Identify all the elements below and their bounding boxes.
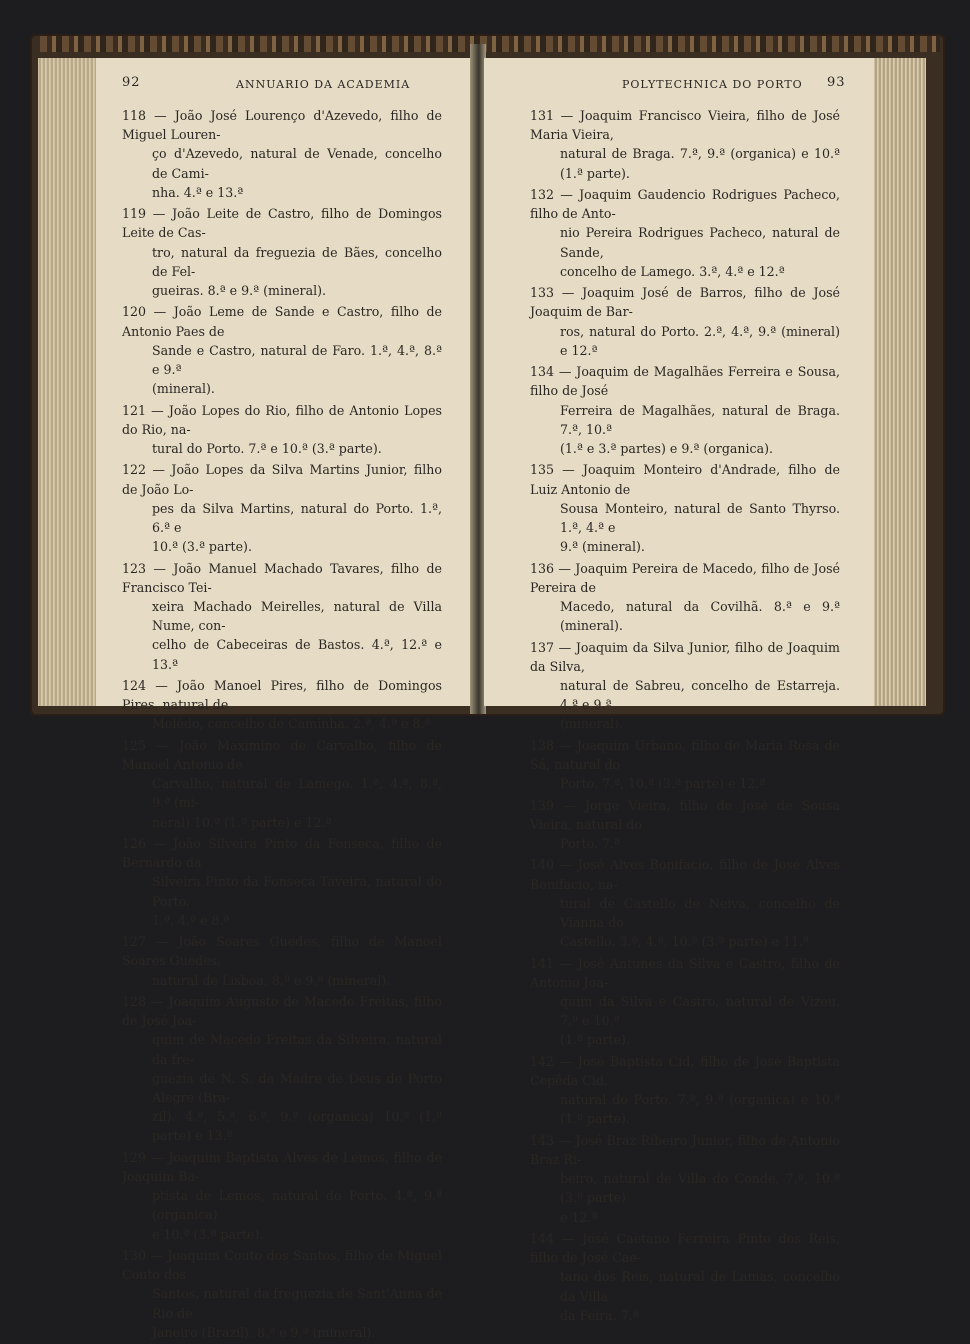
- list-item: [530, 855, 840, 951]
- page-number: 92: [122, 75, 141, 90]
- entry-line: natural do Porto. 7.ª, 9.ª (organica) e 10.ª (1.ª parte).: [560, 1092, 840, 1127]
- entry-line: 132 — Joaquim Gaudencio Rodrigues Pacheco, filho de Anto-: [530, 187, 840, 222]
- list-item: [122, 992, 442, 1146]
- entry-line: natural de Braga. 7.ª, 9.ª (organica) e 10.ª (1.ª parte).: [560, 146, 840, 181]
- entry-line: (mineral).: [560, 716, 623, 732]
- entry-line: beiro, natural de Villa do Conde, 7.ª, 10.ª (3.ª parte): [560, 1171, 840, 1206]
- entry-line: 118 — João José Lourenço d'Azevedo, filho de Miguel Louren-: [122, 108, 442, 143]
- entry-line: 119 — João Leite de Castro, filho de Domingos Leite de Cas-: [122, 206, 442, 241]
- entry-line: concelho de Lamego. 3.ª, 4.ª e 12.ª: [560, 263, 785, 279]
- page-number: 93: [827, 75, 846, 90]
- list-item: [122, 736, 442, 832]
- list-item: [122, 1246, 442, 1342]
- entry-line: Macedo, natural da Covilhã. 8.ª e 9.ª (mineral).: [560, 599, 840, 634]
- list-item: [530, 362, 840, 458]
- entry-list: [122, 106, 442, 1344]
- entry-line: da Feira. 7.ª: [560, 1307, 639, 1323]
- entry-line: quim da Silva e Castro, natural de Vizeu. 7.ª e 10.ª: [560, 994, 840, 1029]
- entry-line: (mineral).: [152, 381, 215, 397]
- entry-line: 140 — José Alves Bonifacio, filho de José Alves Bonifacio, na-: [530, 857, 840, 892]
- entry-list: [530, 106, 840, 1327]
- entry-line: xeira Machado Meirelles, natural de Villa Nume, con-: [152, 599, 442, 634]
- right-page: [484, 58, 874, 1323]
- entry-line: 135 — Joaquim Monteiro d'Andrade, filho de Luiz Antonio de: [530, 462, 840, 497]
- entry-line: 1.ª, 4.ª e 8.ª: [152, 912, 230, 928]
- list-item: [530, 736, 840, 794]
- entry-line: nio Pereira Rodrigues Pacheco, natural de Sande,: [560, 225, 840, 260]
- entry-line: 141 — José Antunes da Silva e Castro, filho de Antonio Joa-: [530, 955, 840, 990]
- entry-line: Silveira Pinto da Fonseca Taveira, natural do Porto.: [152, 874, 442, 909]
- entry-line: 142 — José Baptista Cid, filho de José Baptista Cepêda Cid,: [530, 1053, 840, 1089]
- entry-line: 124 — João Manoel Pires, filho de Domingos Pires, natural de: [122, 678, 442, 713]
- entry-line: e 12.ª: [560, 1209, 598, 1225]
- entry-line: Porto. 7.ª: [560, 836, 620, 852]
- entry-line: tural de Castello de Neiva, concelho de Vianna do: [560, 895, 840, 931]
- list-item: [530, 460, 840, 556]
- entry-line: neral) 10.ª (1.ª parte) e 12.ª: [152, 814, 332, 830]
- entry-line: Carvalho, natural de Lamego. 1.ª, 4.ª, 8.ª, 9.ª (mi-: [152, 776, 442, 811]
- running-header: ANNUARIO DA ACADEMIA: [236, 78, 411, 91]
- list-item: [530, 185, 840, 281]
- entry-line: 134 — Joaquim de Magalhães Ferreira e Sousa, filho de José: [530, 364, 840, 399]
- list-item: [530, 559, 840, 636]
- list-item: [530, 1052, 840, 1129]
- entry-line: 136 — Joaquim Pereira de Macedo, filho de José Pereira de: [530, 560, 840, 595]
- entry-line: 10.ª (3.ª parte).: [152, 539, 252, 555]
- marbled-edge: [40, 36, 940, 52]
- entry-line: Porto. 7.ª, 10.ª (3.ª parte) e 12.ª: [560, 776, 766, 792]
- entry-line: e 10.ª (3.ª parte).: [152, 1226, 264, 1242]
- list-item: [122, 676, 442, 734]
- entry-line: tano dos Reis, natural de Lamas, concelho da Villa: [560, 1269, 840, 1304]
- list-item: [122, 302, 442, 398]
- running-header: POLYTECHNICA DO PORTO: [622, 78, 803, 91]
- entry-line: 143 — José Braz Ribeiro Junior, filho de Antonio Braz Ri-: [530, 1132, 840, 1168]
- entry-line: tural do Porto. 7.ª e 10.ª (3.ª parte).: [152, 441, 382, 457]
- list-item: [530, 796, 840, 854]
- entry-line: 130 — Joaquim Couto dos Santos, filho de Miguel Couto dos: [122, 1248, 442, 1283]
- entry-line: 138 — Joaquim Urbano, filho de Maria Rosa de Sá, natural do: [530, 737, 840, 773]
- entry-line: 127 — João Soares Guedes, filho de Manoel Soares Guedes,: [122, 934, 442, 969]
- list-item: [122, 1148, 442, 1244]
- entry-line: gueiras. 8.ª e 9.ª (mineral).: [152, 283, 327, 299]
- entry-line: 122 — João Lopes da Silva Martins Junior, filho de João Lo-: [122, 462, 442, 497]
- list-item: [530, 954, 840, 1050]
- entry-line: 125 — João Maximino de Carvalho, filho de Manoel Antonio de: [122, 737, 442, 773]
- list-item: [122, 460, 442, 556]
- entry-line: 128 — Joaquim Augusto de Macedo Freitas, filho de José Joa-: [122, 994, 442, 1029]
- entry-line: Ferreira de Magalhães, natural de Braga. 7.ª, 10.ª: [560, 402, 840, 437]
- list-item: [122, 106, 442, 202]
- entry-line: Santos, natural da freguezia de Sant'Anna de Rio de: [152, 1286, 442, 1321]
- entry-line: natural de Sabreu, concelho de Estarreja. 4.ª e 9.ª: [560, 678, 840, 713]
- entry-line: (1.ª parte).: [560, 1032, 630, 1048]
- entry-line: Castello. 3.ª, 4.ª, 10.ª (3.ª parte) e 11.ª: [560, 934, 809, 950]
- list-item: [530, 283, 840, 360]
- entry-line: 133 — Joaquim José de Barros, filho de José Joaquim de Bar-: [530, 285, 840, 320]
- entry-line: pes da Silva Martins, natural do Porto. 1.ª, 6.ª e: [152, 500, 442, 536]
- entry-line: ros, natural do Porto. 2.ª, 4.ª, 9.ª (mineral) e 12.ª: [560, 323, 840, 358]
- list-item: [122, 401, 442, 459]
- list-item: [122, 932, 442, 990]
- list-item: [530, 1131, 840, 1227]
- entry-line: 144 — José Caetano Ferreira Pinto dos Reis, filho de José Cae-: [530, 1231, 840, 1266]
- left-page: [96, 58, 471, 1340]
- list-item: [122, 559, 442, 674]
- entry-line: Molêdo, concelho de Caminha. 2.ª, 4.ª e 8.ª: [152, 716, 431, 732]
- list-item: [122, 204, 442, 300]
- entry-line: celho de Cabeceiras de Bastos. 4.ª, 12.ª e 13.ª: [152, 637, 442, 672]
- entry-line: tro, natural da freguezia de Bães, concelho de Fel-: [152, 244, 442, 279]
- entry-line: nha. 4.ª e 13.ª: [152, 184, 244, 200]
- entry-line: quim de Macedo Freitas da Silveira, natural da fre-: [152, 1032, 442, 1067]
- list-item: [530, 1229, 840, 1325]
- entry-line: 9.ª (mineral).: [560, 539, 645, 555]
- entry-line: ptista de Lemos, natural do Porto. 4.ª, 9.ª (organica): [152, 1188, 442, 1223]
- entry-line: 139 — Jorge Vieira, filho de José de Sousa Vieira, natural do: [530, 797, 840, 832]
- entry-line: zil). 4.ª, 5.ª, 6.ª, 9.ª (organica) 10.ª (1.ª parte) e 13.ª: [152, 1109, 442, 1144]
- entry-line: 120 — João Leme de Sande e Castro, filho de Antonio Paes de: [122, 304, 442, 339]
- entry-line: 126 — João Silveira Pinto da Fonseca, filho de Bernardo da: [122, 836, 442, 871]
- entry-line: guezia de N. S. da Madre de Deus de Porto Alegre (Bra-: [152, 1070, 442, 1106]
- entry-line: 131 — Joaquim Francisco Vieira, filho de José Maria Vieira,: [530, 108, 840, 143]
- entry-line: Janeiro (Brazil). 8.ª e 9.ª (mineral).: [152, 1324, 376, 1340]
- list-item: [530, 638, 840, 734]
- list-item: [530, 106, 840, 183]
- list-item: [122, 834, 442, 930]
- entry-line: 129 — Joaquim Baptista Alves de Lemos, filho de Joaquim Ba-: [122, 1149, 442, 1185]
- entry-line: (1.ª e 3.ª partes) e 9.ª (organica).: [560, 441, 774, 457]
- page-edges-left: [38, 58, 96, 706]
- entry-line: 121 — João Lopes do Rio, filho de Antonio Lopes do Rio, na-: [122, 402, 442, 437]
- entry-line: Sousa Monteiro, natural de Santo Thyrso. 1.ª, 4.ª e: [560, 500, 840, 536]
- entry-line: Sande e Castro, natural de Faro. 1.ª, 4.ª, 8.ª e 9.ª: [152, 342, 442, 378]
- entry-line: ço d'Azevedo, natural de Venade, concelho de Cami-: [152, 146, 442, 181]
- page-edges-right: [874, 58, 926, 706]
- entry-line: natural de Lisboa. 8.ª e 9.ª (mineral).: [152, 972, 391, 988]
- entry-line: 137 — Joaquim da Silva Junior, filho de Joaquim da Silva,: [530, 639, 840, 674]
- entry-line: 123 — João Manuel Machado Tavares, filho de Francisco Tei-: [122, 560, 442, 595]
